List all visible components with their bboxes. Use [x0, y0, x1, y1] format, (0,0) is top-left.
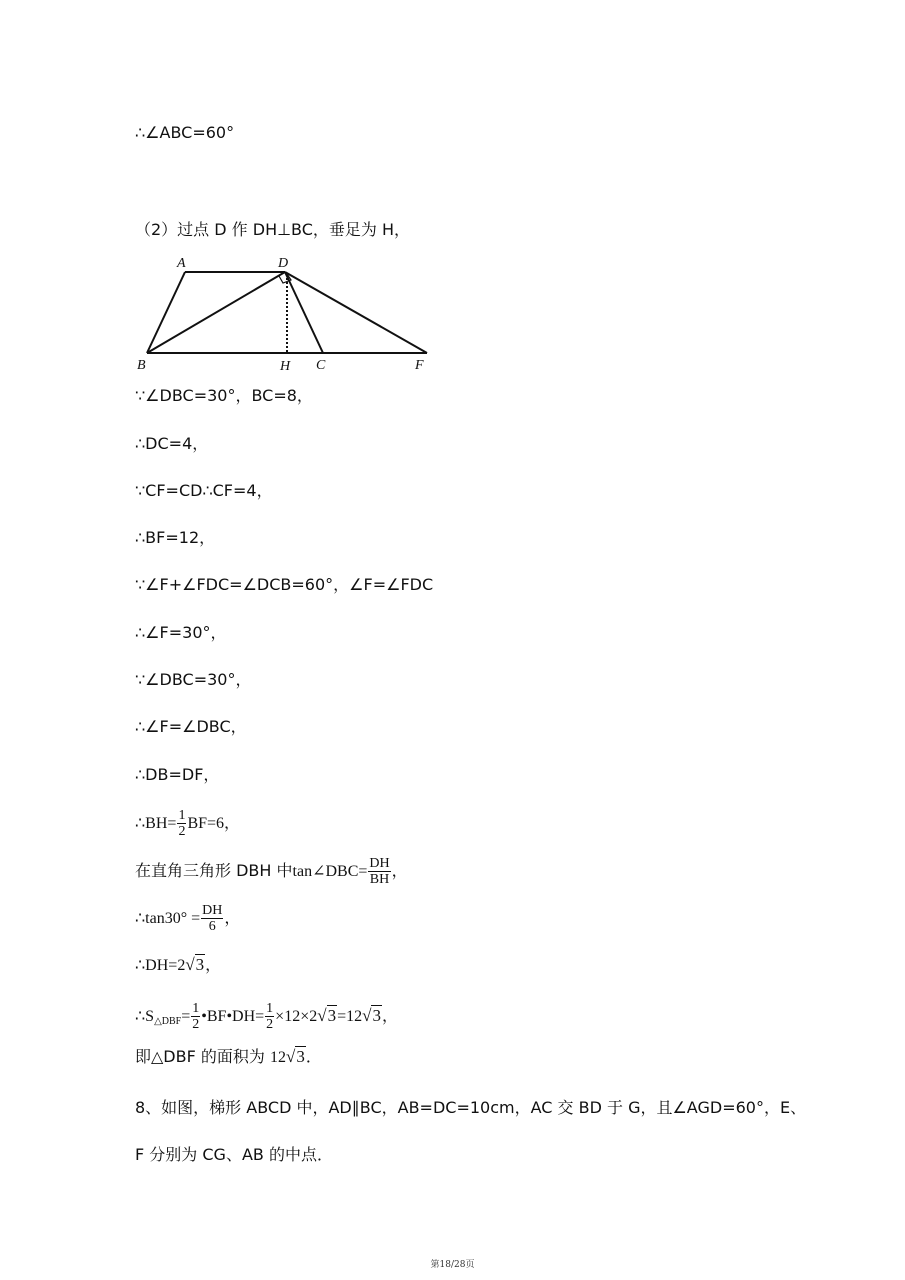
text-line: ∵CF=CD∴CF=4， — [135, 481, 273, 500]
text-line: ∴∠ABC=60° — [135, 123, 235, 142]
label-c: C — [316, 358, 326, 373]
text-line: ∴DC=4， — [135, 434, 209, 453]
page-number: 第18/28页 — [430, 1260, 475, 1270]
label-b: B — [137, 358, 146, 373]
text-line: ∴∠F=30°， — [135, 623, 227, 642]
text-line: ∴DB=DF， — [135, 765, 220, 784]
segment-df — [285, 272, 427, 353]
equation-tan30: ∴tan30° = $\frac{DH}{6}$ ， — [135, 903, 241, 934]
text-line: ∵∠F+∠FDC=∠DCB=60°，∠F=∠FDC — [135, 575, 434, 594]
label-d: D — [278, 256, 289, 271]
problem-8-line-2: F 分别为 CG、AB 的中点． — [135, 1145, 333, 1164]
text-line: ∴∠F=∠DBC， — [135, 717, 247, 736]
segment-dc — [285, 272, 323, 353]
equation-area: $\therefore S_{\triangle DBF}=$ $\frac{1}{2}$ •BF•DH= $\frac{1}{2}$ ×12×2√3=12√3， — [135, 1001, 398, 1032]
equation-dh: ∴DH=2√3， — [135, 955, 222, 974]
equation-tan-definition: 在直角三角形 DBH 中tan∠DBC= $\frac{DH}{BH}$ ， — [135, 856, 408, 887]
text-line: ∵∠DBC=30°， — [135, 670, 252, 689]
problem-8-line-1: 8、如图，梯形 ABCD 中，AD∥BC，AB=DC=10cm，AC 交 BD 于 G，且∠AGD=60°，E、 — [135, 1098, 807, 1117]
text-line: （2）过点 D 作 DH⊥BC，垂足为 H， — [135, 220, 411, 239]
result-line: 即△DBF 的面积为 12√3． — [135, 1047, 322, 1066]
text-line: ∵∠DBC=30°，BC=8， — [135, 386, 313, 405]
label-f: F — [415, 358, 424, 373]
segment-bd — [147, 272, 285, 353]
equation-bh: ∴BH= $\frac{1}{2}$ BF=6， — [135, 808, 241, 839]
text-line: ∴BF=12， — [135, 528, 216, 547]
label-h: H — [280, 359, 291, 374]
label-a: A — [177, 256, 186, 271]
trapezoid-diagram — [135, 252, 435, 377]
